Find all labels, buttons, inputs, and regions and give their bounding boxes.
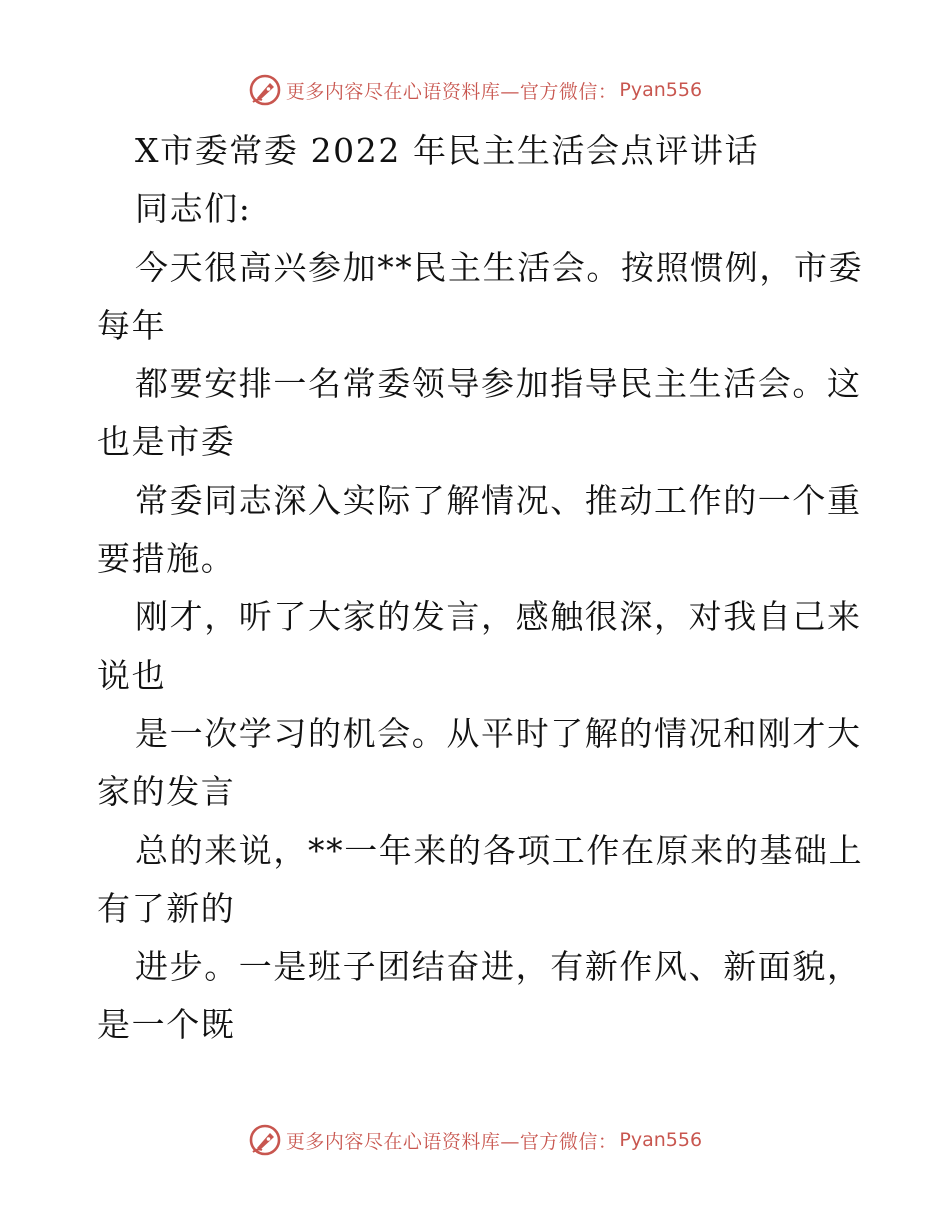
- watermark-wechat-id: Pyan556: [619, 79, 703, 101]
- body-line: 都要安排一名常委领导参加指导民主生活会。这: [135, 364, 862, 404]
- body-line: 有了新的: [97, 888, 236, 928]
- body-line: 是一次学习的机会。从平时了解的情况和刚才大: [135, 713, 862, 753]
- header-watermark: [0, 70, 950, 110]
- pen-nib-circle-icon: [248, 1123, 282, 1157]
- body-line: 刚才，听了大家的发言，感触很深，对我自己来: [135, 597, 862, 637]
- body-line: 总的来说，**一年来的各项工作在原来的基础上: [135, 830, 864, 870]
- document-title: X市委常委 2022 年民主生活会点评讲话: [135, 131, 760, 170]
- salutation: 同志们:: [135, 189, 252, 229]
- body-line: 家的发言: [97, 772, 236, 812]
- document-body: [97, 122, 864, 1055]
- body-line: 常委同志深入实际了解情况、推动工作的一个重: [135, 480, 862, 520]
- body-line: 说也: [97, 655, 167, 695]
- watermark-text: 更多内容尽在心语资料库—官方微信：: [285, 1130, 618, 1153]
- body-line: 要措施。: [97, 539, 236, 579]
- body-line: 进步。一是班子团结奋进，有新作风、新面貌，: [135, 947, 862, 987]
- body-line: 今天很高兴参加**民主生活会。按照惯例，市委: [135, 247, 864, 287]
- body-line: 也是市委: [97, 422, 236, 462]
- pen-nib-circle-icon: [248, 73, 282, 107]
- footer-watermark: [0, 1120, 950, 1160]
- body-line: 每年: [97, 305, 167, 345]
- watermark-text: 更多内容尽在心语资料库—官方微信：: [285, 80, 618, 103]
- watermark-wechat-id: Pyan556: [619, 1129, 703, 1151]
- body-line: 是一个既: [97, 1005, 236, 1045]
